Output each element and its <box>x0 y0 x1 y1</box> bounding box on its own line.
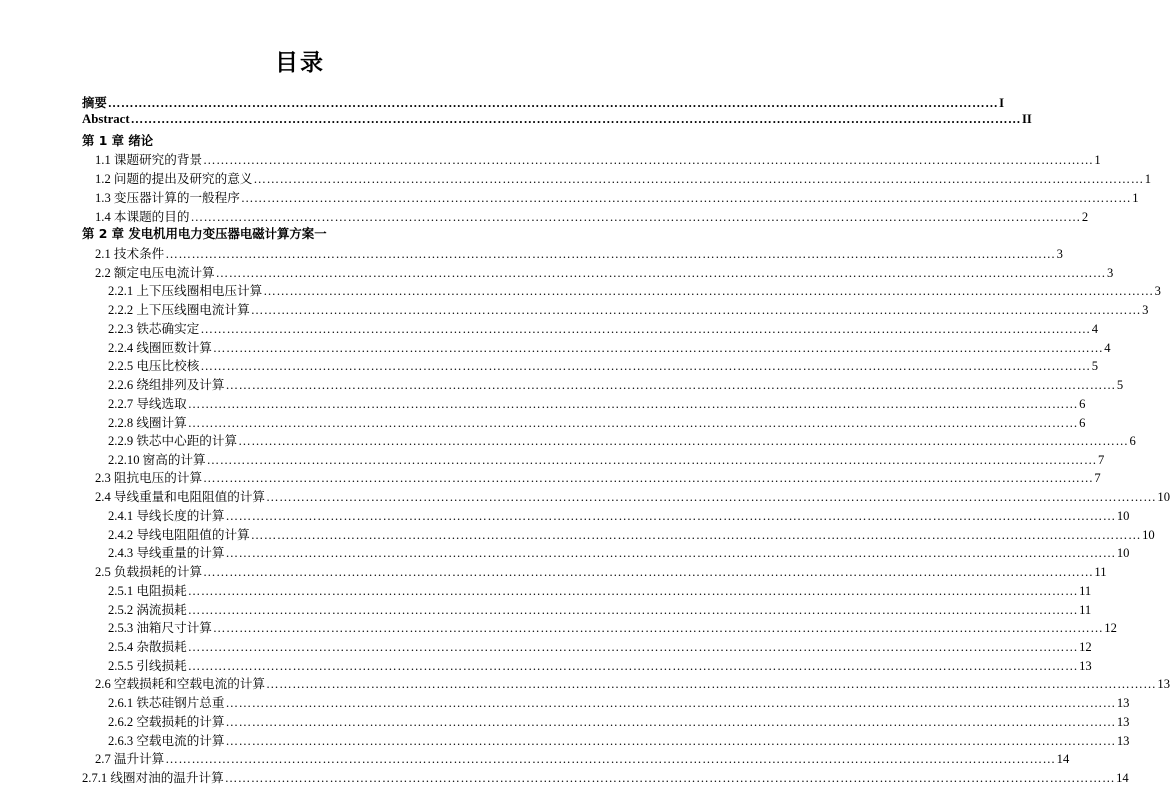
toc-leader-dots: …………………………………………………………………………………………………………………………………………………………………………………… <box>165 752 1056 766</box>
toc-entry-title: 2.2 额定电压电流计算 <box>95 266 215 280</box>
toc-entry-page: 4 <box>1091 322 1098 336</box>
toc-entry-title: 2.2.6 绕组排列及计算 <box>108 378 225 392</box>
toc-entry-title: 2.2.1 上下压线圈相电压计算 <box>108 284 263 298</box>
toc-entry-page: 1 <box>1144 172 1152 186</box>
toc-entry-title: 2.5.5 引线损耗 <box>108 659 187 673</box>
toc-entry-page: 4 <box>1104 341 1111 355</box>
toc-entry[interactable] <box>108 299 1149 317</box>
toc-entry[interactable] <box>82 112 1032 130</box>
toc-leader-dots: …………………………………………………………………………………………………………………………………………………………………………………… <box>212 621 1104 635</box>
toc-entry-title: Abstract <box>82 112 130 126</box>
toc-entry[interactable] <box>95 467 1101 485</box>
toc-entry[interactable] <box>108 692 1130 710</box>
toc-entry-title: 2.2.3 铁芯确实定 <box>108 322 200 336</box>
toc-entry[interactable] <box>95 168 1152 186</box>
toc-entry-page: 12 <box>1104 621 1117 635</box>
toc-entry[interactable] <box>108 542 1130 560</box>
toc-entry-title: 2.5.1 电阻损耗 <box>108 584 187 598</box>
toc-entry-page: 7 <box>1097 453 1105 467</box>
toc-entry-title: 2.3 阻抗电压的计算 <box>95 471 203 485</box>
toc-entry-page: 11 <box>1079 603 1092 617</box>
toc-entry[interactable] <box>108 449 1105 467</box>
toc-leader-dots: …………………………………………………………………………………………………………………………………………………………………………………… <box>187 603 1079 617</box>
toc-entry-title: 2.2.9 铁芯中心距的计算 <box>108 434 238 448</box>
toc-leader-dots: …………………………………………………………………………………………………………………………………………………………………………………… <box>263 284 1154 298</box>
toc-leader-dots: …………………………………………………………………………………………………………………………………………………………………………………… <box>266 677 1157 691</box>
toc-leader-dots: …………………………………………………………………………………………………………………………………………………………………………………… <box>253 172 1144 186</box>
toc-leader-dots: …………………………………………………………………………………………………………………………………………………………………………………… <box>225 715 1116 729</box>
toc-leader-dots: …………………………………………………………………………………………………………………………………………………………………………………… <box>203 565 1094 579</box>
toc-leader-dots: …………………………………………………………………………………………………………………………………………………………………………………… <box>225 546 1116 560</box>
toc-entry-page: 13 <box>1116 696 1130 710</box>
toc-entry[interactable] <box>108 617 1117 635</box>
toc-entry-title: 2.6 空载损耗和空载电流的计算 <box>95 677 266 691</box>
toc-entry[interactable] <box>95 243 1063 261</box>
toc-entry-title: 1.1 课题研究的背景 <box>95 153 203 167</box>
toc-entry-title: 1.3 变压器计算的一般程序 <box>95 191 240 205</box>
toc-entry[interactable] <box>108 337 1111 355</box>
toc-entry[interactable] <box>95 748 1070 766</box>
toc-leader-dots: …………………………………………………………………………………………………………………………………………………………………………………… <box>212 341 1104 355</box>
toc-entry-title: 2.2.5 电压比校核 <box>108 359 200 373</box>
toc-entry[interactable] <box>108 711 1130 729</box>
toc-entry-title: 2.2.8 线圈计算 <box>108 416 187 430</box>
toc-entry[interactable] <box>108 412 1086 430</box>
toc-entry-title: 2.4.1 导线长度的计算 <box>108 509 225 523</box>
toc-entry-title: 2.5.2 涡流损耗 <box>108 603 187 617</box>
toc-leader-dots: …………………………………………………………………………………………………………………………………………………………………………………… <box>187 416 1079 430</box>
toc-entry-page: 3 <box>1142 303 1149 317</box>
toc-entry-title: 第 2 章 发电机用电力变压器电磁计算方案一 <box>82 226 327 241</box>
toc-entry-title: 2.2.7 导线选取 <box>108 397 187 411</box>
toc-leader-dots: …………………………………………………………………………………………………………………………………………………………………………………… <box>225 696 1116 710</box>
toc-entry-title: 摘要 <box>82 95 107 110</box>
toc-leader-dots: …………………………………………………………………………………………………………………………………………………………………………………… <box>238 434 1129 448</box>
toc-leader-dots: …………………………………………………………………………………………………………………………………………………………………………………… <box>203 471 1094 485</box>
toc-entry-title: 2.5.4 杂散损耗 <box>108 640 187 654</box>
toc-entry[interactable] <box>108 430 1136 448</box>
toc-entry[interactable] <box>82 767 1129 785</box>
toc-entry-title: 2.2.10 窗高的计算 <box>108 453 206 467</box>
toc-entry-title: 2.2.2 上下压线圈电流计算 <box>108 303 250 317</box>
toc-entry-title: 2.7 温升计算 <box>95 752 165 766</box>
toc-entry[interactable] <box>95 561 1107 579</box>
toc-entry-page: 13 <box>1116 734 1130 748</box>
toc-entry-page: 13 <box>1157 677 1170 691</box>
toc-leader-dots: …………………………………………………………………………………………………………………………………………………………………………………… <box>130 112 1021 126</box>
toc-entry[interactable] <box>95 486 1170 504</box>
toc-entry-page: 13 <box>1116 715 1130 729</box>
toc-entry[interactable] <box>95 187 1139 205</box>
toc-entry-page: 13 <box>1079 659 1092 673</box>
toc-entry-page: 2 <box>1081 210 1089 224</box>
toc-entry[interactable] <box>108 524 1155 542</box>
toc-entry-page: 5 <box>1116 378 1124 392</box>
toc-leader-dots: …………………………………………………………………………………………………………………………………………………………………………………… <box>225 509 1116 523</box>
toc-leader-dots: …………………………………………………………………………………………………………………………………………………………………………………… <box>225 378 1116 392</box>
toc-entry[interactable] <box>108 636 1092 654</box>
toc-entry[interactable] <box>108 280 1161 298</box>
toc-entry-title: 2.5 负载损耗的计算 <box>95 565 203 579</box>
toc-leader-dots: …………………………………………………………………………………………………………………………………………………………………………………… <box>187 584 1079 598</box>
toc-entry[interactable] <box>108 318 1098 336</box>
toc-leader-dots: …………………………………………………………………………………………………………………………………………………………………………………… <box>187 659 1079 673</box>
toc-entry-page: 10 <box>1142 528 1155 542</box>
toc-entry-page: 11 <box>1094 565 1107 579</box>
toc-entry-title: 2.4.2 导线电阻阻值的计算 <box>108 528 250 542</box>
toc-chapter-heading[interactable] <box>82 131 542 149</box>
toc-entry-page: 7 <box>1094 471 1101 485</box>
toc-leader-dots: …………………………………………………………………………………………………………………………………………………………………………………… <box>266 490 1157 504</box>
toc-entry-page: 1 <box>1132 191 1139 205</box>
toc-entry[interactable] <box>108 393 1086 411</box>
toc-leader-dots: …………………………………………………………………………………………………………………………………………………………………………………… <box>187 397 1079 411</box>
toc-leader-dots: …………………………………………………………………………………………………………………………………………………………………………………… <box>225 734 1116 748</box>
toc-entry-page: II <box>1022 112 1032 126</box>
toc-entry[interactable] <box>95 262 1114 280</box>
toc-entry-title: 2.7.1 线圈对油的温升计算 <box>82 771 224 785</box>
toc-entry-title: 2.6.3 空载电流的计算 <box>108 734 225 748</box>
toc-entry-title: 2.2.4 线圈匝数计算 <box>108 341 212 355</box>
toc-leader-dots: …………………………………………………………………………………………………………………………………………………………………………………… <box>215 266 1107 280</box>
toc-leader-dots: …………………………………………………………………………………………………………………………………………………………………………………… <box>206 453 1097 467</box>
toc-chapter-heading[interactable] <box>82 224 542 242</box>
toc-entry[interactable] <box>108 374 1124 392</box>
toc-entry-page: 10 <box>1116 546 1130 560</box>
toc-leader-dots: …………………………………………………………………………………………………………………………………………………………………………………… <box>200 322 1091 336</box>
toc-entry-page: 3 <box>1056 247 1063 261</box>
toc-entry-title: 2.6.2 空载损耗的计算 <box>108 715 225 729</box>
page-title: 目录 <box>275 50 325 76</box>
toc-entry-page: 14 <box>1056 752 1070 766</box>
toc-entry[interactable] <box>108 580 1092 598</box>
toc-entry-page: 11 <box>1079 584 1092 598</box>
toc-entry[interactable] <box>95 206 1089 224</box>
toc-entry-title: 第 1 章 绪论 <box>82 133 154 148</box>
toc-leader-dots: …………………………………………………………………………………………………………………………………………………………………………………… <box>250 528 1142 542</box>
toc-entry-page: 3 <box>1107 266 1114 280</box>
toc-entry-page: 6 <box>1079 416 1086 430</box>
toc-entry-page: 1 <box>1094 153 1101 167</box>
toc-entry[interactable] <box>108 599 1092 617</box>
toc-leader-dots: …………………………………………………………………………………………………………………………………………………………………………………… <box>190 210 1081 224</box>
toc-entry-title: 2.4 导线重量和电阻阻值的计算 <box>95 490 266 504</box>
toc-entry-page: I <box>999 96 1005 110</box>
toc-entry-page: 6 <box>1129 434 1136 448</box>
toc-entry-title: 1.4 本课题的目的 <box>95 210 190 224</box>
toc-entry-page: 5 <box>1091 359 1098 373</box>
toc-leader-dots: …………………………………………………………………………………………………………………………………………………………………………………… <box>224 771 1116 785</box>
toc-entry[interactable] <box>82 93 1005 111</box>
toc-entry[interactable] <box>108 355 1098 373</box>
toc-leader-dots: …………………………………………………………………………………………………………………………………………………………………………………… <box>165 247 1056 261</box>
toc-entry-title: 1.2 问题的提出及研究的意义 <box>95 172 253 186</box>
toc-entry[interactable] <box>108 730 1130 748</box>
toc-entry-title: 2.6.1 铁芯硅钢片总重 <box>108 696 225 710</box>
toc-entry[interactable] <box>108 655 1092 673</box>
toc-entry-title: 2.1 技术条件 <box>95 247 165 261</box>
toc-leader-dots: …………………………………………………………………………………………………………………………………………………………………………………… <box>203 153 1094 167</box>
toc-entry-page: 10 <box>1157 490 1170 504</box>
toc-leader-dots: …………………………………………………………………………………………………………………………………………………………………………………… <box>107 96 999 110</box>
toc-leader-dots: …………………………………………………………………………………………………………………………………………………………………………………… <box>240 191 1132 205</box>
toc-entry-page: 10 <box>1116 509 1130 523</box>
toc-entry-page: 6 <box>1079 397 1086 411</box>
toc-entry-title: 2.5.3 油箱尺寸计算 <box>108 621 212 635</box>
toc-entry-page: 3 <box>1154 284 1161 298</box>
toc-entry[interactable] <box>95 673 1170 691</box>
toc-entry[interactable] <box>95 149 1101 167</box>
toc-leader-dots: …………………………………………………………………………………………………………………………………………………………………………………… <box>250 303 1142 317</box>
toc-leader-dots: …………………………………………………………………………………………………………………………………………………………………………………… <box>200 359 1091 373</box>
toc-entry-page: 14 <box>1116 771 1129 785</box>
toc-entry[interactable] <box>108 505 1130 523</box>
toc-entry-page: 12 <box>1079 640 1092 654</box>
toc-leader-dots: …………………………………………………………………………………………………………………………………………………………………………………… <box>187 640 1079 654</box>
toc-entry-title: 2.4.3 导线重量的计算 <box>108 546 225 560</box>
